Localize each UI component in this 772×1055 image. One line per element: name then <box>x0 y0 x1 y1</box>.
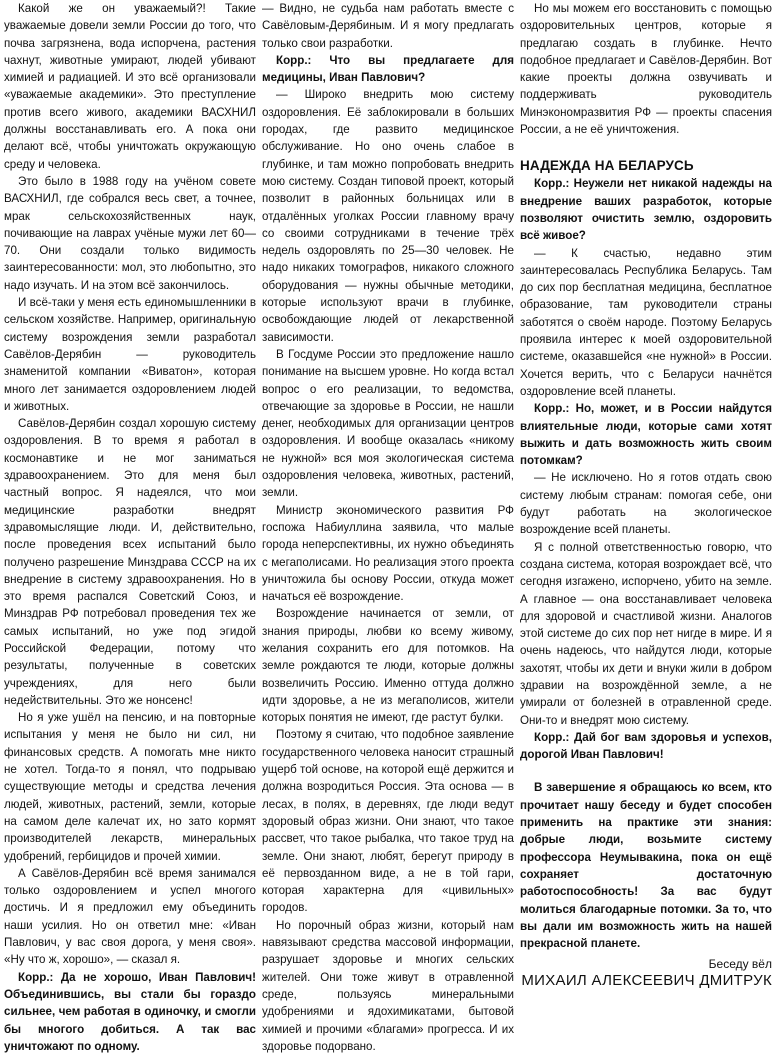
spacer <box>520 763 772 779</box>
paragraph: — К счастью, недавно этим заинтересовалась Республика Беларусь. Там до сих пор бесплатная медицина, бесплатное образование, там руководители страны заботятся о своём народе. Поэтому Беларусь проявила интерес к моей оздоровительной системе, оказавшейся «не нужной» в России. Хочется верить, что с Беларуси начнётся оздоровление всей планеты. <box>520 246 772 398</box>
section-heading: НАДЕЖДА НА БЕЛАРУСЬ <box>520 158 694 174</box>
question-text: Но, может, и в России найдутся влиятельные люди, которые сами хотят выжить и дать возможность жить своим потомкам? <box>520 402 772 468</box>
byline-author: МИХАИЛ АЛЕКСЕЕВИЧ ДМИТРУК <box>521 972 772 990</box>
speaker-label: Корр.: <box>18 970 54 984</box>
paragraph: И всё-таки у меня есть единомышленники в сельском хозяйстве. Например, оригинальную систему возрождения земли разработал Савёлов-Дерябин — руководитель знаменитой компании «Виватон», которая много лет занимается оздоровлением людей и животных. <box>4 296 256 413</box>
question-text: Неужели нет никакой надежды на внедрение ваших разработок, которые позволяют очистить землю, оздоровить всё живое? <box>520 177 772 243</box>
paragraph: Это было в 1988 году на учёном совете ВАСХНИЛ, где собрался весь свет, а точнее, мрак сельскохозяйственных наук, почивающие на лаврах учёные мужи лет 60—70. Они создали только видимость заинтересованности: мол, это любопытно, это надо изучать. И на этом всё закончилось. <box>4 174 256 292</box>
byline-intro: Беседу вёл <box>708 957 772 972</box>
paragraph: Я с полной ответственностью говорю, что создана система, которая возрождает всё, что сегодня изгажено, испорчено, убито на земле. А главное — она восстанавливает человека для здоровой и счастливой жизни. Аналогов этой системе до сих пор нет нигде в мире. И я очень надеюсь, что найдутся люди, которые захотят, чтобы их дети и внуки жили в добром здравии на возрождённой земле, а не умирали от болезней в отравленной среде. Они-то и внедрят мою систему. <box>520 540 772 727</box>
closing-appeal: В завершение я обращаюсь ко всем, кто прочитает нашу беседу и будет способен применить на практике эти знания: добрые люди, возьмите систему профессора Неумывакина, пока он ещё сохраняет достаточную работоспособность! За вас будут молиться благодарные потомки. За то, что вы дали им возможность жить на нашей прекрасной планете. <box>520 781 772 951</box>
question-text: Дай бог вам здоровья и успехов, дорогой Иван Павлович! <box>520 730 772 762</box>
paragraph: Но я уже ушёл на пенсию, и на повторные испытания у меня не было ни сил, ни финансовых средств. А помогать мне никто не хотел. Тогда-то я понял, что подрываю существующие методы и средства лечения людей, животных, растений, земли, которые на самом деле калечат их, но зато кормят производителей лекарств, минеральных удобрений, гербицидов и прочей химии. <box>4 711 256 863</box>
interviewer-question <box>4 969 256 1055</box>
paragraph: Возрождение начинается от земли, от знания природы, любви ко всему живому, желания сохранить его для потомков. На земле рождаются те люди, которые должны возвеличить Россию. Именно оттуда должно идти здоровье, а не из мегаполисов, жители которых понятия не имеют, где растут булки. <box>262 607 514 725</box>
paragraph: Министр экономического развития РФ госпожа Набиуллина заявила, что малые города неперспективны, их нужно объединять с мегаполисами. Но реализация этого проекта уничтожила бы основу России, откуда может начаться её возрождение. <box>262 503 514 604</box>
paragraph: Савёлов-Дерябин создал хорошую систему оздоровления. В то время я работал в космонавтике и не мог заниматься здравоохранением. Это для меня был частный вопрос. Я надеялся, что мои медицинские разработки внедрят здравомыслящие люди. И, действительно, после проведения всех испытаний было получено разрешение Минздрава СССР на их внедрение в систему здравоохранения. Но в это время распался Советский Союз, и Минздрав РФ потребовал проведения тех же самых испытаний, но уже под эгидой Российской Федерации, потому что результаты, полученные в советских учреждениях, для него были недействительны. Это же нонсенс! <box>4 417 256 707</box>
paragraph: Какой же он уважаемый?! Такие уважаемые довели земли России до того, что почва загрязнена, вода испорчена, растения чахнут, животные умирают, людей убивают химией и радиацией. И это всё организовали «уважаемые академики». Это преступление против всего живого, академики ВАСХНИЛ должны восстанавливать его. А пока они делают всё, чтобы уничтожать окружающую среду и человека. <box>4 2 256 171</box>
paragraph: — Не исключено. Но я готов отдать свою систему любым странам: помогая себе, они будут работать на экологическое возрождение всей планеты. <box>520 471 772 537</box>
column-2 <box>262 0 514 1053</box>
paragraph: В Госдуме России это предложение нашло понимание на высшем уровне. Но когда встал вопрос о его реализации, то ведомства, отвечающие за здоровье в России, не нашли денег, необходимых для организации центров оздоровления. И вообще оказалась «никому не нужной» вся моя экологическая система оздоровления человека, животных, растений, земли. <box>262 347 514 500</box>
speaker-label: Корр.: <box>276 53 312 67</box>
question-text: Да не хорошо, Иван Павлович! Объединившись, вы стали бы гораздо сильнее, чем работая в одиночку, и смогли бы многого добиться. А так вас уничтожают по одному. <box>4 970 256 1053</box>
interviewer-question <box>520 729 772 764</box>
interviewer-question <box>520 175 772 244</box>
speaker-label: Корр.: <box>534 402 570 416</box>
paragraph: — Видно, не судьба нам работать вместе с Савёловым-Дерябиным. И я могу предлагать только свои разработки. <box>262 2 514 50</box>
paragraph: Но мы можем его восстановить с помощью оздоровительных центров, которые я предлагаю создать в глубинке. Нечто подобное предлагает и Савёлов-Дерябин. Вот какие проекты должна озвучивать и поддерживать руководитель Минэкономразвития РФ — проекты спасения России, а не её уничтожения. <box>520 2 772 137</box>
interviewer-question <box>262 52 514 87</box>
speaker-label: Корр.: <box>534 730 570 744</box>
question-text: Что вы предлагаете для медицины, Иван Павлович? <box>262 53 514 85</box>
paragraph: — Широко внедрить мою систему оздоровления. Её заблокировали в больших городах, где развито медицинское обслуживание. Но оно очень слабое в глубинке, и там можно попробовать внедрить мою систему. Создан типовой проект, который позволит в районных больницах или в отдалённых уголках России главному врачу со своими сотрудниками в течение трёх недель оздоровлять по 25—30 человек. Не надо никаких томографов, никакого сложного оборудования — нужны обычные методики, которые используют врачи в глубинке, освобождающие людей от лекарственной зависимости. <box>262 88 514 344</box>
paragraph: Но порочный образ жизни, который нам навязывают средства массовой информации, разрушает здоровье и многих сельских жителей. Они тоже живут в отравленной среде, пользуясь минеральными удобрениями и ядохимикатами, бытовой химией и прочими «благами» прогресса. И их здоровье подорвано. <box>262 918 514 1053</box>
speaker-label: Корр.: <box>534 177 570 191</box>
column-3 <box>520 0 772 1016</box>
column-1 <box>4 0 256 1053</box>
paragraph: Поэтому я считаю, что подобное заявление государственного человека наносит страшный ущерб той основе, на которой ещё держится и должна возродиться Россия. Эта основа — в лесах, в полях, в деревнях, где люди ведут здоровый образ жизни. Они знают, что такое рассвет, что такое рыбалка, что такое труд на земле. Они знают, любят, берегут природу в её первозданном виде, а не в той гари, которая характерна для «цивильных» городов. <box>262 728 514 915</box>
paragraph: А Савёлов-Дерябин всё время занимался только оздоровлением и успел многого достичь. И я предложил ему объединить наши усилия. Но он ответил мне: «Иван Павлович, у вас своя дорога, у меня своя». «Ну что ж, хорошо», — сказал я. <box>4 866 256 967</box>
interviewer-question <box>520 400 772 469</box>
